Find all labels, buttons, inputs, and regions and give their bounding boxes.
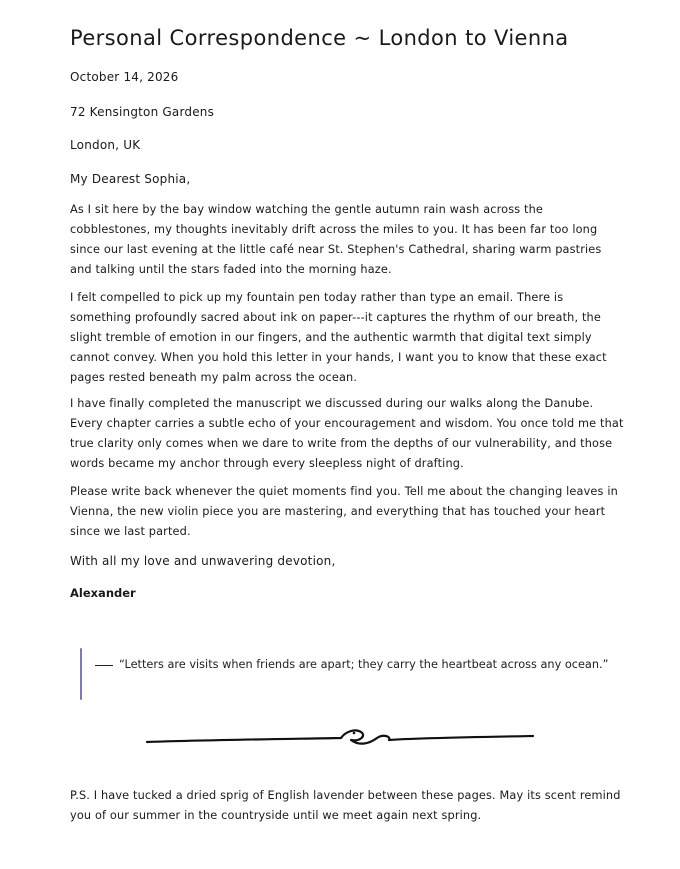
- paragraph-2: I felt compelled to pick up my fountain pen today rather than type an email. There is something profoundly sacred about ink on paper---it captures the rhythm of our breath, the slight tremble of emotion in our fingers, and the authentic warmth that digital text simply cannot convey. When you hold this letter in your hands, I want you to know that these exact pages rested beneath my palm across the ocean.: [70, 291, 607, 384]
- quote-bar: [80, 648, 82, 700]
- address-line-1: 72 Kensington Gardens: [70, 105, 215, 119]
- paragraph-1: As I sit here by the bay window watching the gentle autumn rain wash across the cobblestones, my thoughts inevitably drift across the miles to you. It has been far too long since our last evening at the little café near St. Stephen's Cathedral, sharing warm pastries and talking until the stars faded into the morning haze.: [70, 203, 602, 276]
- salutation: My Dearest Sophia,: [70, 172, 191, 186]
- quote-text: “Letters are visits when friends are apart; they carry the heartbeat across any ocean.”: [119, 658, 609, 671]
- paragraph-4: Please write back whenever the quiet moments find you. Tell me about the changing leaves in Vienna, the new violin piece you are mastering, and everything that has touched your heart since we last parted.: [70, 485, 618, 538]
- letter-title: Personal Correspondence ~ London to Vienna: [70, 26, 569, 50]
- paragraph-3: I have finally completed the manuscript we discussed during our walks along the Danube. Every chapter carries a subtle echo of your encouragement and wisdom. You once told me that true clarity only comes when we dare to write from the depths of our vulnerability, and those words became my anchor through every sleepless night of drafting.: [70, 397, 624, 470]
- closing: With all my love and unwavering devotion,: [70, 554, 336, 568]
- quote: [95, 654, 615, 676]
- quote-dash: [95, 665, 113, 666]
- letter-date: October 14, 2026: [70, 70, 179, 84]
- signature: Alexander: [70, 586, 136, 600]
- address-line-2: London, UK: [70, 138, 141, 152]
- postscript: P.S. I have tucked a dried sprig of English lavender between these pages. May its scent remind you of our summer in the countryside until we meet again next spring.: [70, 789, 621, 822]
- flourish-divider: [145, 720, 535, 756]
